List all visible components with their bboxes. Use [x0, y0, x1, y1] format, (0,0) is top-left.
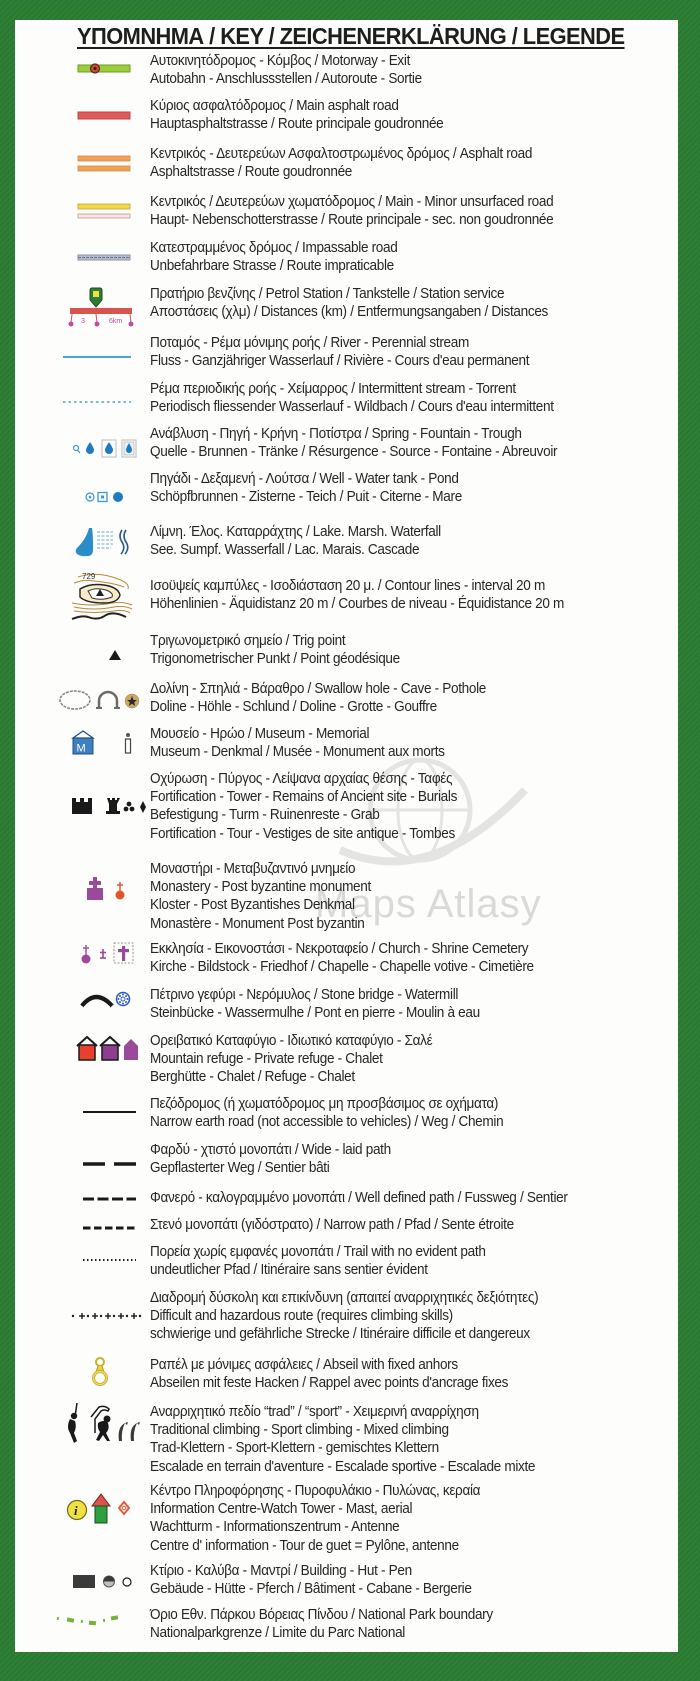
legend-text-line: Wachtturm - Informationszentrum - Antenne	[150, 1519, 400, 1536]
legend-text-line: Fortification - Tower - Remains of Ancient site - Burials	[150, 789, 458, 806]
elevation-label: 729	[82, 572, 96, 581]
legend-text-line: Autobahn - Anschlussstellen / Autoroute - Sortie	[150, 71, 422, 88]
legend-text-line: Unbefahrbare Strasse / Route impraticable	[150, 258, 394, 275]
legend-text-line: Κεντρικός / Δευτερεύων χωματόδρομος / Main - Minor unsurfaced road	[150, 194, 554, 210]
legend-text-line: Befestigung - Turm - Ruinenreste - Grab	[150, 807, 380, 824]
swallow-hole-cave-pothole-icon	[55, 680, 165, 720]
distance-label: 3	[81, 318, 85, 325]
legend-text-line: Ραπέλ με μόνιμες ασφάλειες / Abseil with fixed anhors	[150, 1357, 458, 1373]
legend-text-line: Trigonometrischer Punkt / Point géodésique	[150, 651, 400, 668]
legend-text-line: Τριγωνομετρικό σημείο / Trig point	[150, 633, 346, 649]
legend-text-line: Στενό μονοπάτι (γιδόστρατο) / Narrow path / Pfad / Sente étroite	[150, 1217, 514, 1233]
legend-text-line: Fluss - Ganzjähriger Wasserlauf / Rivière - Cours d'eau permanent	[150, 353, 530, 370]
watermark-text: Maps Atlasy	[315, 882, 542, 926]
legend-text-line: Hauptasphaltstrasse / Route principale goudronnée	[150, 116, 444, 133]
legend-text-line: Ποταμός - Ρέμα μόνιμης ροής / River - Perennial stream	[150, 335, 469, 351]
legend-text-line: undeutlicher Pfad / Itinéraire sans sentier évident	[150, 1262, 428, 1279]
legend-text-line: Narrow earth road (not accessible to vehicles) / Weg / Chemin	[150, 1114, 504, 1131]
legend-text-line: Museum - Denkmal / Musée - Monument aux morts	[150, 744, 445, 761]
legend-text-line: Κτίριο - Καλύβα - Μαντρί / Building - Hut - Pen	[150, 1563, 412, 1579]
museum-letter: M	[76, 742, 86, 755]
legend-text-line: Οχύρωση - Πύργος - Λείψανα αρχαίας θέσης - Ταφές	[150, 771, 453, 787]
legend-text-line: Fortification - Tour - Vestiges de site antique - Tombes	[150, 825, 455, 842]
legend-text-line: See. Sumpf. Wasserfall / Lac. Marais. Cascade	[150, 542, 420, 559]
legend-text-line: Φαρδύ - χτιστό μονοπάτι / Wide - laid path	[150, 1142, 391, 1158]
legend-text-line: Haupt- Nebenschotterstrasse / Route principale - sec. non goudronnée	[150, 212, 554, 229]
legend-text-line: Όριο Εθν. Πάρκου Βόρειας Πίνδου / National Park boundary	[150, 1607, 493, 1623]
legend-text-line: Διαδρομή δύσκολη και επικίνδυνη (απαιτεί αναρριχητικές δεξιότητες)	[150, 1290, 539, 1306]
legend-text-line: Ρέμα περιοδικής ροής - Χείμαρρος / Intermittent stream - Torrent	[150, 381, 516, 397]
legend-text-line: Doline - Höhle - Schlund / Doline - Grotte - Gouffre	[150, 699, 437, 716]
legend-text-line: Schöpfbrunnen - Zisterne - Teich / Puit - Citerne - Mare	[150, 489, 462, 506]
legend-text-line: Εκκλησία - Εικονοστάσι - Νεκροταφείο / Church - Shrine Cemetery	[150, 941, 529, 957]
legend-text-line: Αυτοκινητόδρομος - Κόμβος / Motorway - Exit	[150, 53, 411, 69]
legend-title: ΥΠΟΜΝΗΜΑ / KEY / ZEICHENERKLÄRUNG / LEGENDE	[77, 23, 625, 49]
info-letter: i	[74, 1503, 78, 1518]
legend-text-line: Πεζόδρομος (ή χωματόδρομος μη προσβάσιμος σε οχήματα)	[150, 1096, 499, 1112]
legend-panel	[15, 20, 678, 1652]
legend-text-line: Κύριος ασφαλτόδρομος / Main asphalt road	[150, 98, 399, 114]
legend-text-line: Μουσείο - Ηρώο / Museum - Memorial	[150, 726, 370, 742]
legend-text-line: Trad-Klettern - Sport-Klettern - gemischtes Klettern	[150, 1440, 439, 1457]
legend-text-line: Steinbücke - Wassermulhe / Pont en pierre - Moulin à eau	[150, 1005, 480, 1022]
legend-text-line: Quelle - Brunnen - Tränke / Résurgence - Source - Fontaine - Abreuvoir	[150, 444, 558, 461]
legend-text-line: Höhenlinien - Äquidistanz 20 m / Courbes de niveau - Équidistance 20 m	[150, 596, 565, 613]
legend-text-line: Πορεία χωρίς εμφανές μονοπάτι / Trail with no evident path	[150, 1244, 486, 1260]
legend-text-line: schwierige und gefährliche Strecke / Itinéraire difficile et dangereux	[150, 1326, 530, 1343]
legend-text-line: Monastery - Post byzantine monument	[150, 879, 371, 896]
legend-text-line: Πηγάδι - Δεξαμενή - Λούτσα / Well - Water tank - Pond	[150, 471, 459, 487]
legend-text-line: Centre d' information - Tour de guet = Pylône, antenne	[150, 1537, 459, 1554]
legend-text-line: Δολίνη - Σπηλιά - Βάραθρο / Swallow hole - Cave - Pothole	[150, 681, 487, 697]
legend-text-line: Mountain refuge - Private refuge - Chalet	[150, 1051, 383, 1068]
legend-text-line: Πρατήριο βενζίνης / Petrol Station / Tankstelle / Station service	[150, 286, 505, 302]
legend-text-line: Πέτρινο γεφύρι - Νερόμυλος / Stone bridge - Watermill	[150, 987, 459, 1003]
legend-text-line: Αναρριχητικό πεδίο “trad” / “sport” - Χειμερινή αναρρίχηση	[150, 1404, 479, 1420]
legend-text-line: Κέντρο Πληροφόρησης - Πυροφυλάκιο - Πυλώνας, κεραία	[150, 1483, 481, 1499]
legend-text-line: Periodisch fliessender Wasserlauf - Wildbach / Cours d'eau intermittent	[150, 399, 554, 416]
legend-text-line: Ορειβατικό Καταφύγιο - Ιδιωτικό καταφύγιο - Σαλέ	[150, 1033, 433, 1049]
legend-text-line: Difficult and hazardous route (requires climbing skills)	[150, 1308, 453, 1325]
legend-text-line: Information Centre-Watch Tower - Mast, aerial	[150, 1501, 413, 1518]
distance-label: 6km	[109, 318, 123, 325]
legend-text-line: Escalade en terrain d'aventure - Escalade sportive - Escalade mixte	[150, 1458, 536, 1475]
legend-text-line: Gepflasterter Weg / Sentier bâti	[150, 1160, 330, 1177]
legend-text-line: Κεντρικός - Δευτερεύων Ασφαλτοστρωμένος δρόμος / Asphalt road	[150, 146, 533, 162]
legend-text-line: Traditional climbing - Sport climbing - Mixed climbing	[150, 1422, 449, 1439]
legend-text-line: Φανερό - καλογραμμένο μονοπάτι / Well defined path / Fussweg / Sentier	[150, 1190, 568, 1206]
legend-text-line: Ισοϋψείς καμπύλες - Ισοδιάσταση 20 μ. / Contour lines - interval 20 m	[150, 578, 545, 594]
legend-text-line: Kloster - Post Byzantishes Denkmal	[150, 897, 355, 914]
legend-text-line: Berghütte - Chalet / Refuge - Chalet	[150, 1069, 355, 1086]
legend-text-line: Nationalparkgrenze / Limite du Parc National	[150, 1625, 406, 1642]
legend-text-line: Λίμνη. Έλος. Καταρράχτης / Lake. Marsh. Waterfall	[150, 524, 441, 540]
legend-text-line: Gebäude - Hütte - Pferch / Bâtiment - Cabane - Bergerie	[150, 1581, 472, 1598]
legend-text-line: Abseilen mit feste Hacken / Rappel avec points d'ancrage fixes	[150, 1375, 509, 1392]
legend-text-line: Ανάβλυση - Πηγή - Κρήνη - Ποτίστρα / Spring - Fountain - Trough	[150, 426, 522, 442]
legend-text-line: Monastère - Monument Post byzantin	[150, 915, 365, 932]
legend-text-line: Αποστάσεις (χλμ) / Distances (km) / Entfermungsangaben / Distances	[150, 304, 549, 321]
legend-text-line: Κατεστραμμένος δρόμος / Impassable road	[150, 240, 398, 256]
legend-text-line: Kirche - Bildstock - Friedhof / Chapelle - Chapelle votive - Cimetière	[150, 959, 534, 976]
legend-text-line: Asphaltstrasse / Route goudronnée	[150, 164, 353, 181]
legend-text-line: Μοναστήρι - Μεταβυζαντινό μνημείο	[150, 861, 356, 877]
